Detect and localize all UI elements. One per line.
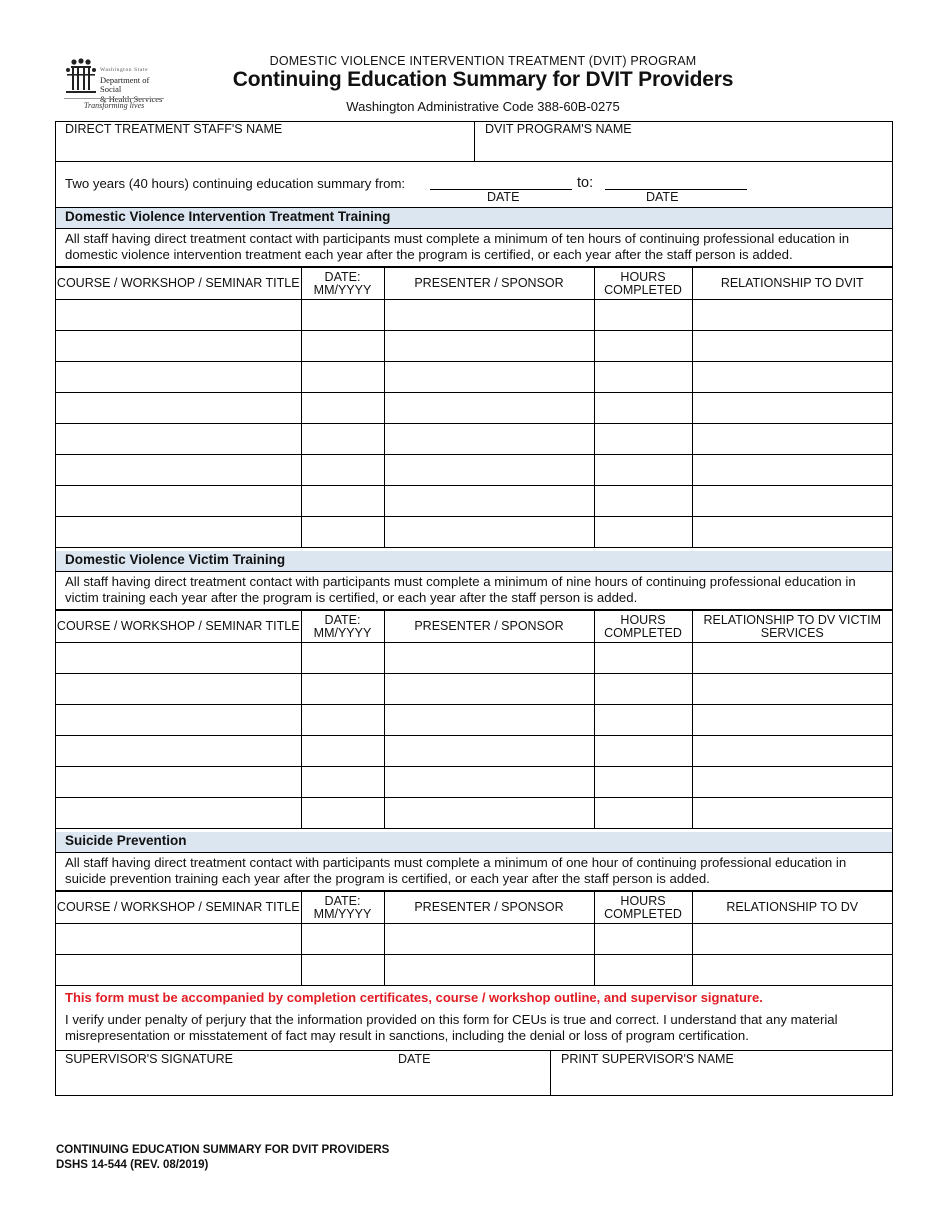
print-supervisor-name-label: PRINT SUPERVISOR'S NAME — [561, 1052, 734, 1066]
entry-cell[interactable] — [692, 798, 892, 829]
ce-summary-form — [55, 121, 893, 1096]
entry-cell[interactable] — [384, 455, 594, 486]
entry-cell[interactable] — [56, 362, 301, 393]
entry-cell[interactable] — [594, 924, 692, 955]
entry-cell[interactable] — [56, 300, 301, 331]
entry-cell[interactable] — [692, 705, 892, 736]
entry-cell[interactable] — [384, 798, 594, 829]
entry-cell[interactable] — [692, 643, 892, 674]
entry-cell[interactable] — [384, 486, 594, 517]
entry-cell[interactable] — [692, 300, 892, 331]
table-header-row — [56, 268, 892, 300]
people-logo-icon — [64, 58, 98, 96]
section-instructions-suicide: All staff having direct treatment contact with participants must complete a minimum of one hour of continuing professional education in suicide prevention training each year after the program is certified, or each year after the staff person is added. — [56, 853, 892, 891]
entry-cell[interactable] — [692, 455, 892, 486]
section-title-suicide: Suicide Prevention — [56, 832, 892, 853]
table-row — [56, 486, 892, 517]
table-row — [56, 736, 892, 767]
entry-cell[interactable] — [56, 331, 301, 362]
entry-cell[interactable] — [56, 643, 301, 674]
column-header: COURSE / WORKSHOP / SEMINAR TITLE — [56, 611, 301, 643]
entry-cell[interactable] — [56, 736, 301, 767]
entry-cell[interactable] — [384, 705, 594, 736]
entry-cell[interactable] — [384, 362, 594, 393]
entry-cell[interactable] — [594, 362, 692, 393]
entry-cell[interactable] — [384, 300, 594, 331]
entry-cell[interactable] — [692, 767, 892, 798]
entry-cell[interactable] — [594, 798, 692, 829]
entry-cell[interactable] — [301, 955, 384, 986]
entry-cell[interactable] — [594, 674, 692, 705]
program-name-header: DOMESTIC VIOLENCE INTERVENTION TREATMENT (DVIT) PROGRAM — [269, 54, 697, 68]
table-row — [56, 705, 892, 736]
entry-cell[interactable] — [594, 955, 692, 986]
print-supervisor-name-field[interactable] — [551, 1051, 892, 1095]
column-header: PRESENTER / SPONSOR — [384, 892, 594, 924]
entry-cell[interactable] — [594, 424, 692, 455]
entry-cell[interactable] — [594, 486, 692, 517]
summary-to-label: to: — [577, 175, 594, 191]
table-row — [56, 393, 892, 424]
entry-cell[interactable] — [384, 767, 594, 798]
entry-cell[interactable] — [301, 798, 384, 829]
entry-cell[interactable] — [384, 393, 594, 424]
signature-row — [56, 1051, 892, 1095]
suicide-prevention-table — [56, 891, 892, 986]
entry-cell[interactable] — [56, 705, 301, 736]
entry-cell[interactable] — [692, 924, 892, 955]
entry-cell[interactable] — [56, 767, 301, 798]
column-header: RELATIONSHIP TO DV — [692, 892, 892, 924]
signature-date-label: DATE — [398, 1052, 431, 1066]
dvit-training-table — [56, 267, 892, 548]
entry-cell[interactable] — [301, 643, 384, 674]
entry-cell[interactable] — [56, 955, 301, 986]
entry-cell[interactable] — [56, 424, 301, 455]
entry-cell[interactable] — [56, 798, 301, 829]
entry-cell[interactable] — [692, 362, 892, 393]
section-instructions-dvit: All staff having direct treatment contact with participants must complete a minimum of ten hours of continuing professional education in domestic violence intervention treatment each year after the program is certified, or each year after the staff person is added. — [56, 229, 892, 267]
section-instructions-victim: All staff having direct treatment contact with participants must complete a minimum of nine hours of continuing professional education in victim training each year after the program is certified, or each year after the staff person is added. — [56, 572, 892, 610]
column-header: COURSE / WORKSHOP / SEMINAR TITLE — [56, 892, 301, 924]
staff-name-field[interactable] — [56, 122, 474, 161]
table-row — [56, 643, 892, 674]
table-row — [56, 362, 892, 393]
table-row — [56, 455, 892, 486]
table-header-row — [56, 611, 892, 643]
signature-date-field[interactable] — [387, 1051, 549, 1095]
entry-cell[interactable] — [384, 424, 594, 455]
summary-from-label: Two years (40 hours) continuing education summary from: — [65, 176, 406, 191]
entry-cell[interactable] — [301, 924, 384, 955]
entry-cell[interactable] — [384, 924, 594, 955]
supervisor-signature-field[interactable] — [56, 1051, 386, 1095]
entry-cell[interactable] — [692, 674, 892, 705]
entry-cell[interactable] — [594, 517, 692, 548]
supervisor-signature-label: SUPERVISOR'S SIGNATURE — [65, 1052, 233, 1066]
table-row — [56, 517, 892, 548]
entry-cell[interactable] — [301, 767, 384, 798]
entry-cell[interactable] — [301, 736, 384, 767]
table-row — [56, 300, 892, 331]
entry-cell[interactable] — [594, 643, 692, 674]
entry-cell[interactable] — [301, 300, 384, 331]
entry-cell[interactable] — [692, 424, 892, 455]
entry-cell[interactable] — [692, 736, 892, 767]
column-header: COURSE / WORKSHOP / SEMINAR TITLE — [56, 268, 301, 300]
logo-tagline: Transforming lives — [84, 101, 145, 110]
column-header: DATE: MM/YYYY — [301, 892, 384, 924]
dshs-logo — [64, 58, 168, 114]
entry-cell[interactable] — [594, 300, 692, 331]
entry-cell[interactable] — [384, 517, 594, 548]
entry-cell[interactable] — [384, 331, 594, 362]
entry-cell[interactable] — [384, 674, 594, 705]
entry-cell[interactable] — [56, 393, 301, 424]
entry-cell[interactable] — [301, 424, 384, 455]
entry-cell[interactable] — [692, 955, 892, 986]
table-row — [56, 767, 892, 798]
logo-org-line1: Department of Social — [100, 74, 150, 94]
column-header: DATE: MM/YYYY — [301, 268, 384, 300]
entry-cell[interactable] — [301, 455, 384, 486]
entry-cell[interactable] — [301, 486, 384, 517]
entry-cell[interactable] — [692, 517, 892, 548]
entry-cell[interactable] — [692, 393, 892, 424]
table-header-row — [56, 892, 892, 924]
logo-org-line2: & Health Services — [100, 93, 163, 104]
entry-cell[interactable] — [594, 393, 692, 424]
column-header: RELATIONSHIP TO DV VICTIM SERVICES — [692, 611, 892, 643]
staff-name-label: DIRECT TREATMENT STAFF'S NAME — [65, 122, 283, 136]
entry-cell[interactable] — [301, 393, 384, 424]
entry-cell[interactable] — [594, 705, 692, 736]
entry-cell[interactable] — [594, 767, 692, 798]
name-row — [56, 122, 892, 162]
program-name-label: DVIT PROGRAM'S NAME — [485, 122, 632, 136]
column-header: HOURS COMPLETED — [594, 611, 692, 643]
section-title-victim: Domestic Violence Victim Training — [56, 551, 892, 572]
entry-cell[interactable] — [56, 924, 301, 955]
verification-text: I verify under penalty of perjury that the information provided on this form for CEUs is true and correct. I understand that any material misrepresentation or misstatement of fact may result in sanctions, including the denial or loss of program certification. — [65, 1012, 838, 1043]
table-row — [56, 424, 892, 455]
column-header: HOURS COMPLETED — [594, 892, 692, 924]
entry-cell[interactable] — [56, 486, 301, 517]
footer-form-title: CONTINUING EDUCATION SUMMARY FOR DVIT PROVIDERS — [56, 1144, 390, 1156]
column-header: PRESENTER / SPONSOR — [384, 611, 594, 643]
entry-cell[interactable] — [692, 331, 892, 362]
from-date-caption: DATE — [487, 190, 520, 204]
entry-cell[interactable] — [301, 362, 384, 393]
summary-period-row — [56, 162, 892, 208]
table-row — [56, 924, 892, 955]
page-title: Continuing Education Summary for DVIT Providers — [232, 68, 734, 91]
entry-cell[interactable] — [594, 455, 692, 486]
table-row — [56, 798, 892, 829]
column-header: RELATIONSHIP TO DVIT — [692, 268, 892, 300]
entry-cell[interactable] — [301, 517, 384, 548]
entry-cell[interactable] — [384, 736, 594, 767]
victim-training-table — [56, 610, 892, 829]
table-row — [56, 674, 892, 705]
footer-form-number: DSHS 14-544 (REV. 08/2019) — [56, 1159, 209, 1171]
entry-cell[interactable] — [56, 674, 301, 705]
to-date-caption: DATE — [646, 190, 679, 204]
column-header: HOURS COMPLETED — [594, 268, 692, 300]
entry-cell[interactable] — [384, 955, 594, 986]
entry-cell[interactable] — [301, 674, 384, 705]
entry-cell[interactable] — [56, 517, 301, 548]
logo-state-text: Washington State — [100, 67, 149, 73]
column-header: DATE: MM/YYYY — [301, 611, 384, 643]
table-row — [56, 955, 892, 986]
entry-cell[interactable] — [594, 331, 692, 362]
entry-cell[interactable] — [301, 705, 384, 736]
verification-block — [56, 988, 892, 1051]
program-name-field[interactable] — [475, 122, 892, 161]
entry-cell[interactable] — [384, 643, 594, 674]
entry-cell[interactable] — [56, 455, 301, 486]
column-header: PRESENTER / SPONSOR — [384, 268, 594, 300]
entry-cell[interactable] — [594, 736, 692, 767]
entry-cell[interactable] — [301, 331, 384, 362]
entry-cell[interactable] — [692, 486, 892, 517]
table-row — [56, 331, 892, 362]
wac-code: Washington Administrative Code 388-60B-0275 — [346, 99, 620, 114]
notice-text: This form must be accompanied by completion certificates, course / workshop outline, and supervisor signature. — [65, 990, 763, 1005]
section-title-dvit: Domestic Violence Intervention Treatment Training — [56, 208, 892, 229]
